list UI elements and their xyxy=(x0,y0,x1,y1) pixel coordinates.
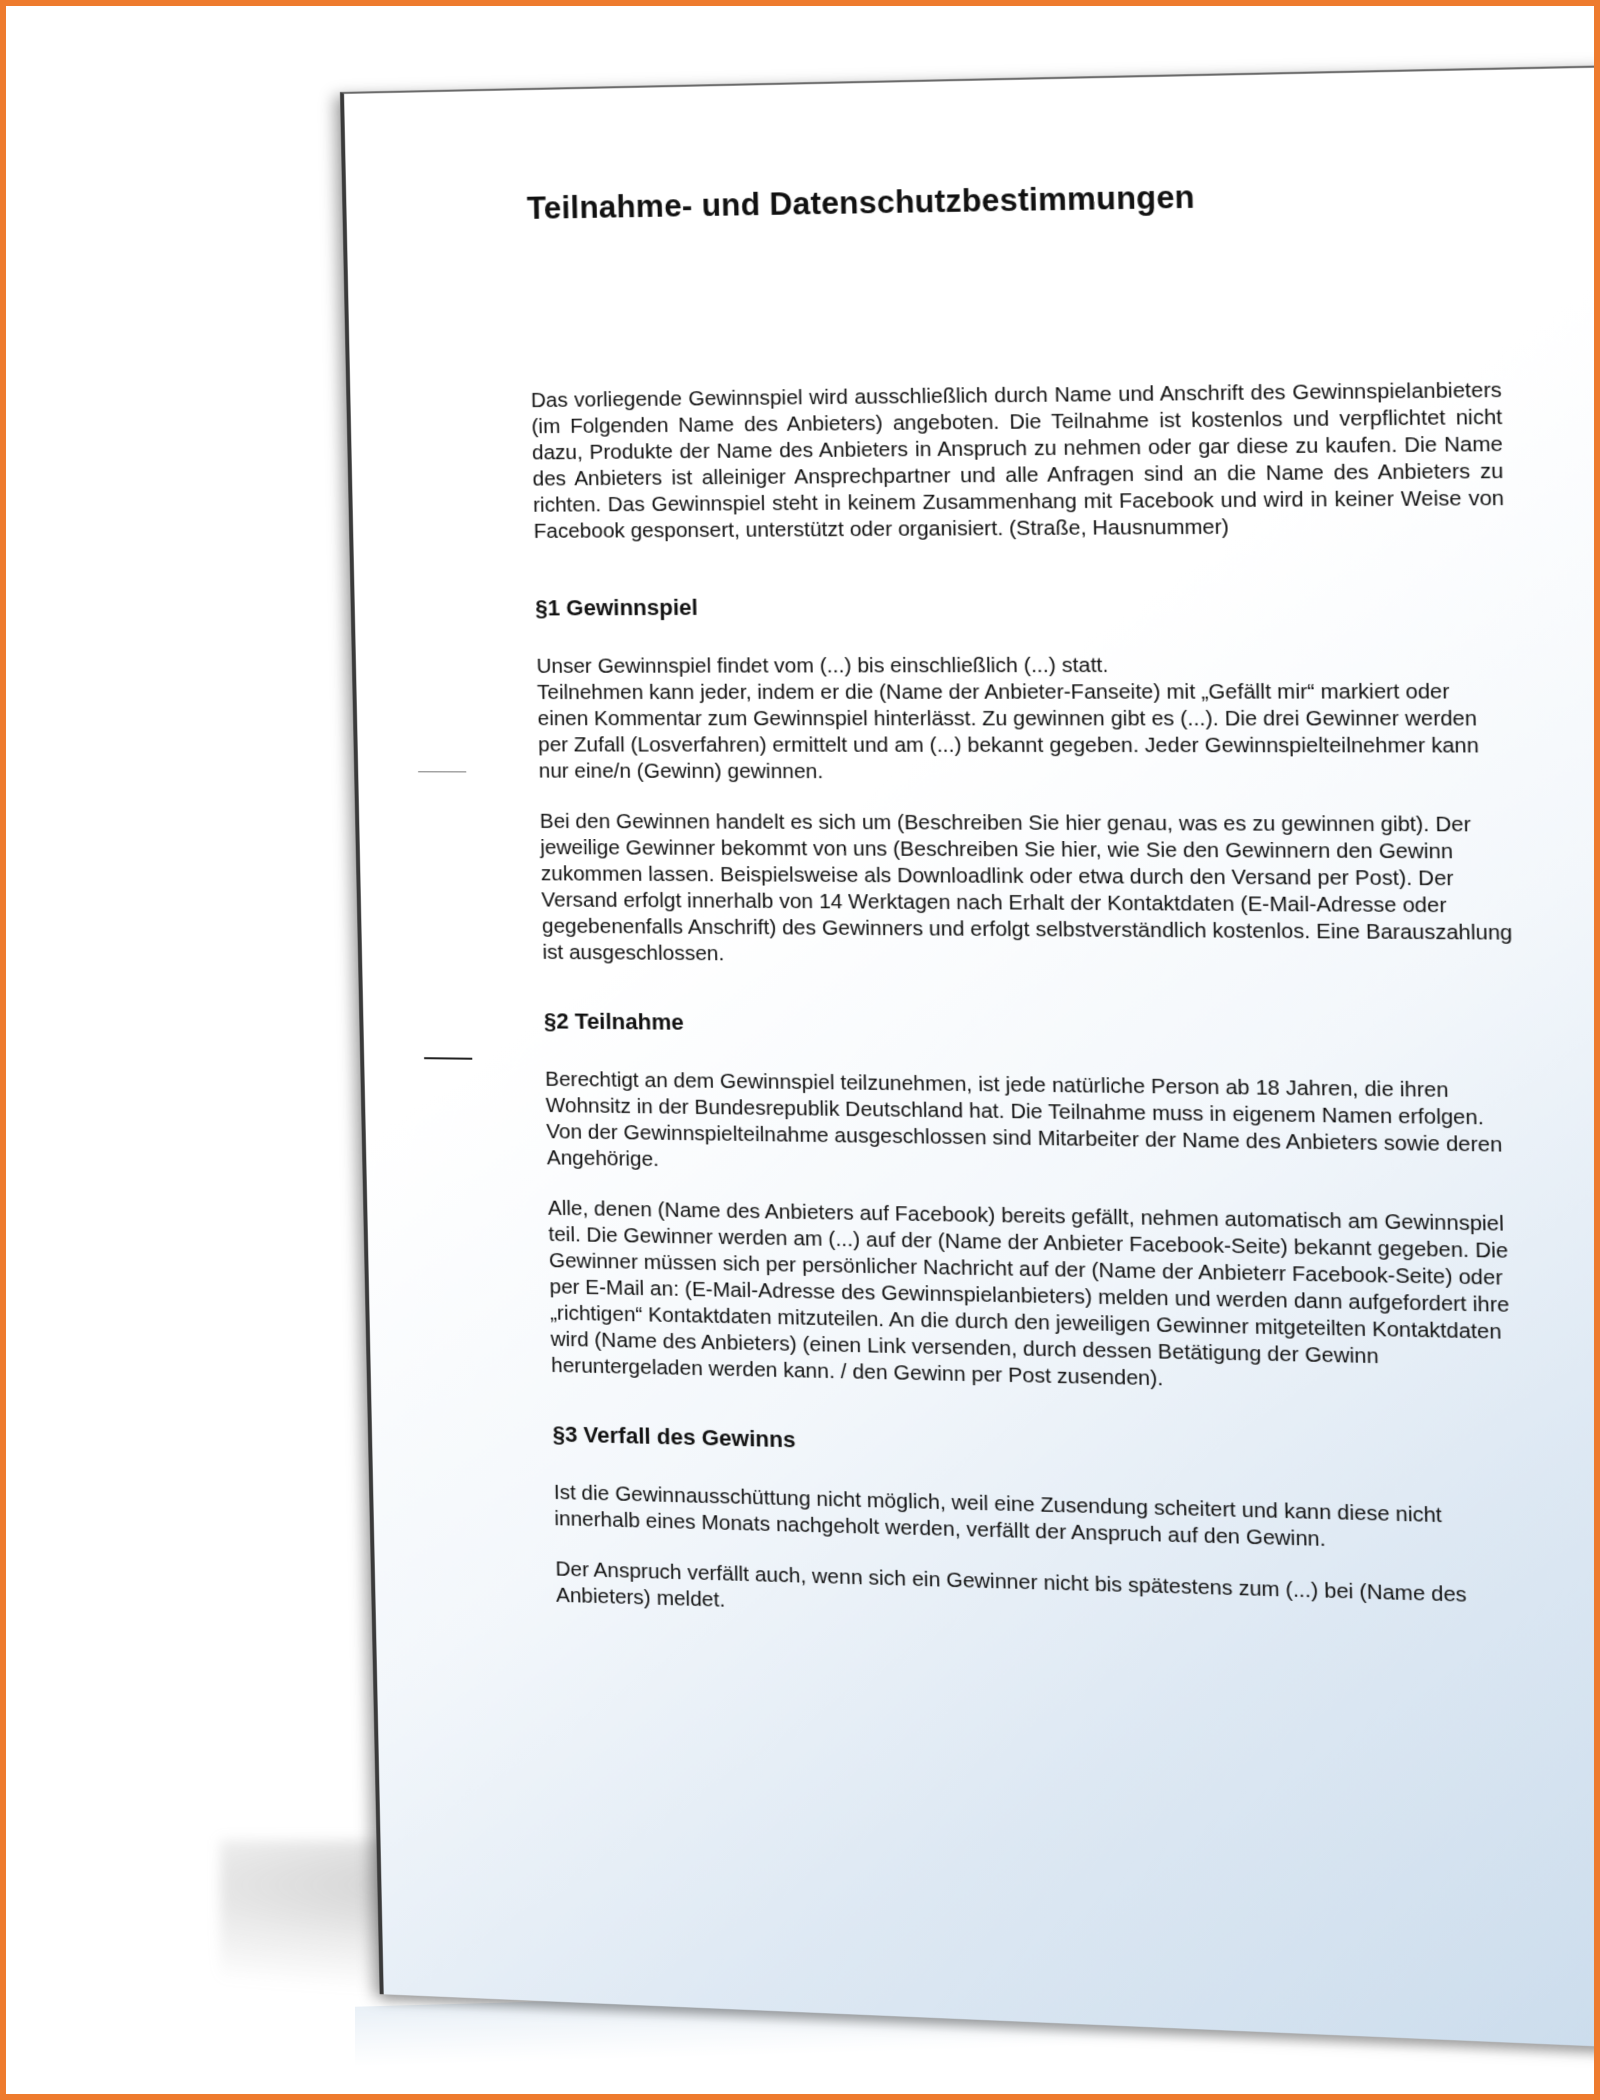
paragraph-line: Unser Gewinnspiel findet vom (...) bis einschließlich (...) statt. xyxy=(536,653,1109,678)
document-title: Teilnahme- und Datenschutzbestimmungen xyxy=(526,178,1196,226)
section-heading-3: §3 Verfall des Gewinns xyxy=(552,1421,796,1453)
margin-mark xyxy=(424,1057,472,1060)
section-2-paragraph-2 xyxy=(548,1196,1524,1401)
document-page xyxy=(340,65,1600,2049)
intro-paragraph: Das vorliegende Gewinnspiel wird ausschließlich durch Name und Anschrift des Gewinnspielanbieters (im Folgenden Name des Anbieters) angeboten. Die Teilnahme ist kostenlos und verpflichtet nicht dazu, Produkte der Name des Anbieters in Anspruch zu nehmen oder gar diese zu kaufen. Die Name des Anbieters ist alleiniger Ansprechpartner und alle Anfragen sind an die Name des Anbieters zu richten. Das Gewinnspiel steht in keinem Zusammenhang mit Facebook und wird in keiner Weise von Facebook gesponsert, unterstützt oder organisiert. (Straße, Hausnummer) xyxy=(530,378,1505,543)
section-1-paragraph-1 xyxy=(536,652,1510,787)
section-1-paragraph-2 xyxy=(540,809,1515,974)
section-heading-1: §1 Gewinnspiel xyxy=(535,594,699,621)
paragraph-line: Teilnehmen kann jeder, indem er die (Name der Anbieter-Fanseite) mit „Gefällt mir“ markiert oder einen Kommentar zum Gewinnspiel hinterlässt. Zu gewinnen gibt es (...). Die drei Gewinner werden per Zufall (Losverfahren) ermittelt und am (...) bekannt gegeben. Jeder Gewinnspielteilnehmer kann nur eine/n (Gewinn) gewinnen. xyxy=(536,679,1480,784)
paragraph-line: Alle, denen (Name des Anbieters auf Facebook) bereits gefällt, nehmen automatisch am Gewinnspiel teil. Die Gewinner werden am (...) auf der (Name der Anbieter Facebook-Seite) bekannt gegeben. Die Gewinner müssen sich per persönlicher Nachricht auf der (Name der Anbieterr Facebook-Seite) oder per E-Mail an: (E-Mail-Adresse des Gewinnspielanbieters) melden und werden dann aufgefordert ihre „richtigen“ Kontaktdaten mitzuteilen. An die durch den jeweiligen Gewinner mitgeteilten Kontaktdaten wird (Name des Anbieters) (einen Link versenden, durch dessen Betätigung der Gewinn heruntergeladen werden kann. / den Gewinn per Post zusenden). xyxy=(547,1196,1510,1391)
section-heading-2: §2 Teilnahme xyxy=(543,1008,684,1035)
margin-mark xyxy=(418,771,466,772)
section-3-paragraph-2 xyxy=(555,1556,1529,1637)
paragraph-line: Berechtigt an dem Gewinnspiel teilzunehmen, ist jede natürliche Person ab 18 Jahren, die ihren Wohnsitz in der Bundesrepublik Deutschland hat. Die Teilnahme muss in eigenem Namen erfolgen. Von der Gewinnspielteilnahme ausgeschlossen sind Mitarbeiter der Name des Anbieters sowie deren Angehörige. xyxy=(544,1067,1503,1172)
section-2-paragraph-1 xyxy=(545,1067,1519,1187)
paragraph-line: Ist die Gewinnausschüttung nicht möglich, weil eine Zusendung scheitert und kann diese nicht innerhalb eines Monats nachgeholt werden, verfällt der Anspruch auf den Gewinn. xyxy=(553,1480,1443,1552)
section-3-paragraph-1 xyxy=(554,1480,1527,1559)
paragraph-line: Bei den Gewinnen handelt es sich um (Beschreiben Sie hier genau, was es zu gewinnen gibt). Der jeweilige Gewinner bekommt von uns (Beschreiben Sie hier, wie Sie den Gewinnern den Gewinn zukommen lassen. Beispielsweise als Downloadlink oder etwa durch den Versand per Post). Der Versand erfolgt innerhalb von 14 Werktagen nach Erhalt der Kontaktdaten (E-Mail-Adresse oder gegebenenfalls Anschrift) des Gewinners und erfolgt selbstverständlich kostenlos. Eine Barauszahlung ist ausgeschlossen. xyxy=(539,809,1513,966)
paragraph-line: Der Anspruch verfällt auch, wenn sich ein Gewinner nicht bis spätestens zum (...) bei (Name des Anbieters) meldet. xyxy=(555,1557,1467,1612)
